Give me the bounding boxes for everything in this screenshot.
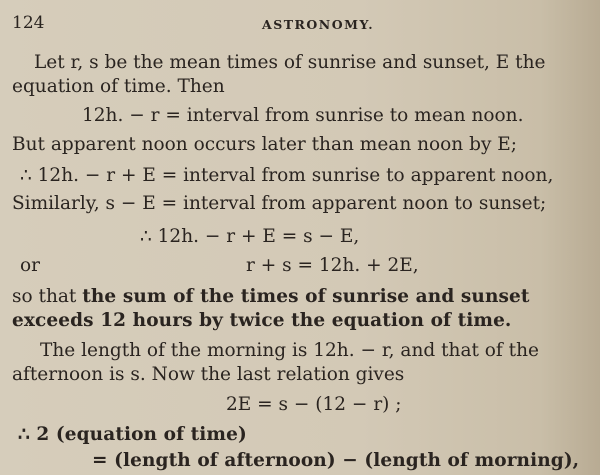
bold-equation-line-2: = (length of afternoon) − (length of morning), bbox=[92, 450, 580, 471]
equation-5: 2E = s − (12 − r) ; bbox=[226, 394, 402, 415]
or-label: or bbox=[20, 255, 40, 276]
equation-4: r + s = 12h. + 2E, bbox=[246, 255, 419, 276]
bold-phrase: the sum of the times of sunrise and sunset bbox=[82, 286, 530, 307]
equation-2: ∴ 12h. − r + E = interval from sunrise to apparent noon, bbox=[20, 165, 554, 186]
paragraph-4-line-1: The length of the morning is 12h. − r, and that of the bbox=[40, 340, 539, 361]
bold-statement-line-1 bbox=[12, 286, 530, 308]
equation-3: ∴ 12h. − r + E = s − E, bbox=[140, 226, 360, 247]
equation-1: 12h. − r = interval from sunrise to mean noon. bbox=[82, 105, 524, 126]
bold-statement-line-2: exceeds 12 hours by twice the equation of time. bbox=[12, 310, 512, 331]
bold-equation-line-1: ∴ 2 (equation of time) bbox=[18, 424, 247, 445]
paragraph-1-line-1: Let r, s be the mean times of sunrise and sunset, E the bbox=[34, 52, 546, 73]
paragraph-2: But apparent noon occurs later than mean noon by E; bbox=[12, 134, 518, 155]
paragraph-1-line-2: equation of time. Then bbox=[12, 76, 225, 97]
bold-prefix: so that bbox=[12, 286, 83, 307]
page-number: 124 bbox=[12, 13, 45, 33]
paragraph-4-line-2: afternoon is s. Now the last relation gives bbox=[12, 364, 405, 385]
paragraph-3: Similarly, s − E = interval from apparent noon to sunset; bbox=[12, 193, 547, 214]
running-title: ASTRONOMY. bbox=[262, 17, 375, 32]
